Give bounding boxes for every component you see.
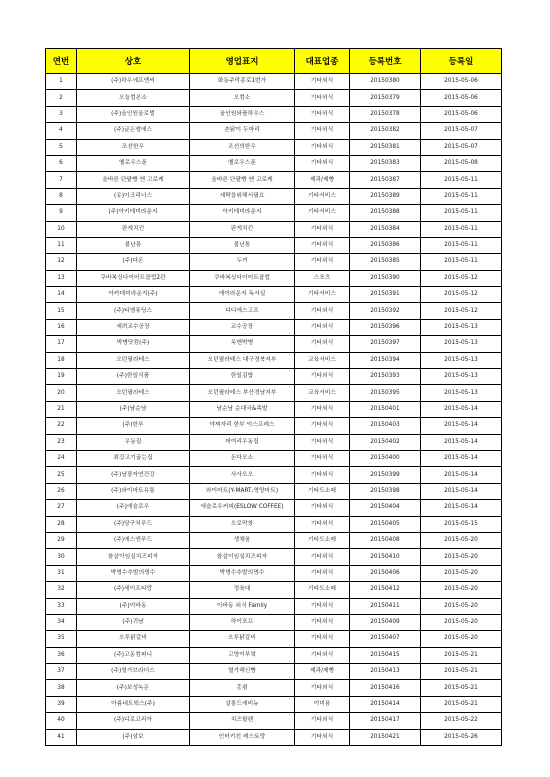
table-row (46, 434, 502, 450)
cell-business-type: 기타외식 (295, 401, 350, 417)
cell-brand-name: 살롱드에비뉴 (190, 696, 295, 712)
cell-brand-name: 한일김밥 (190, 369, 295, 385)
cell-company-name: 아름네트웍스(주) (77, 696, 190, 712)
cell-brand-name: 오로막창 (190, 516, 295, 532)
cell-company-name: 조선한우 (77, 139, 190, 155)
cell-registration-date: 2015-05-11 (421, 221, 502, 237)
table-row (46, 352, 502, 368)
cell-company-name: 쿠바복싱다이어트클럽2관 (77, 270, 190, 286)
cell-company-name: 오투닭갈비 (77, 631, 190, 647)
cell-index: 23 (46, 434, 77, 450)
cell-registration-number: 20150382 (350, 123, 421, 139)
table-row (46, 729, 502, 745)
cell-company-name: (주)에스엔푸드 (77, 532, 190, 548)
cell-company-name: 세려교수공장 (77, 319, 190, 335)
cell-registration-date: 2015-05-11 (421, 188, 502, 204)
cell-company-name: 참살이임실치즈피자 (77, 549, 190, 565)
cell-index: 17 (46, 336, 77, 352)
cell-registration-number: 20150410 (350, 549, 421, 565)
cell-registration-date: 2015-05-14 (421, 450, 502, 466)
cell-index: 6 (46, 155, 77, 171)
cell-brand-name: 돈다오소 (190, 450, 295, 466)
cell-business-type: 기타외식 (295, 336, 350, 352)
cell-registration-date: 2015-05-06 (421, 90, 502, 106)
cell-company-name: (주)남광자연건강 (77, 467, 190, 483)
cell-registration-number: 20150414 (350, 696, 421, 712)
cell-registration-number: 20150396 (350, 319, 421, 335)
cell-company-name: 판게치킨 (77, 221, 190, 237)
cell-index: 8 (46, 188, 77, 204)
cell-business-type: 기타외식 (295, 74, 350, 90)
cell-index: 9 (46, 205, 77, 221)
cell-registration-number: 20150383 (350, 155, 421, 171)
cell-company-name: (주)와이마트유통 (77, 483, 190, 499)
cell-business-type: 기타외식 (295, 614, 350, 630)
cell-registration-date: 2015-05-20 (421, 532, 502, 548)
table-row (46, 450, 502, 466)
cell-index: 15 (46, 303, 77, 319)
cell-business-type: 기타외식 (295, 565, 350, 581)
cell-business-type: 제과/제빵 (295, 172, 350, 188)
cell-registration-date: 2015-05-11 (421, 237, 502, 253)
cell-index: 12 (46, 254, 77, 270)
table-row (46, 221, 502, 237)
cell-business-type: 기타외식 (295, 434, 350, 450)
cell-registration-number: 20150397 (350, 336, 421, 352)
cell-business-type: 기타외식 (295, 155, 350, 171)
cell-registration-date: 2015-05-20 (421, 549, 502, 565)
cell-registration-number: 20150393 (350, 369, 421, 385)
cell-index: 3 (46, 106, 77, 122)
table-row (46, 139, 502, 155)
cell-company-name: 오던필라테스 (77, 385, 190, 401)
cell-index: 20 (46, 385, 77, 401)
cell-registration-number: 20150403 (350, 418, 421, 434)
cell-index: 2 (46, 90, 77, 106)
cell-brand-name: 오던필라테스 대구경북지부 (190, 352, 295, 368)
cell-index: 29 (46, 532, 77, 548)
cell-registration-number: 20150391 (350, 287, 421, 303)
table-row (46, 319, 502, 335)
cell-index: 40 (46, 713, 77, 729)
table-row (46, 680, 502, 696)
cell-index: 41 (46, 729, 77, 745)
cell-brand-name: 에이라운지 독서실 (190, 287, 295, 303)
cell-registration-date: 2015-05-14 (421, 500, 502, 516)
cell-index: 22 (46, 418, 77, 434)
table-body (46, 74, 502, 746)
cell-registration-date: 2015-05-21 (421, 680, 502, 696)
cell-brand-name: 교수공장 (190, 319, 295, 335)
cell-brand-name: 아키데미라운지 (190, 205, 295, 221)
header-company-name: 상호 (77, 49, 190, 74)
cell-registration-date: 2015-05-08 (421, 155, 502, 171)
cell-business-type: 기타외식 (295, 369, 350, 385)
cell-registration-date: 2015-05-11 (421, 205, 502, 221)
cell-brand-name: 하이포프 (190, 614, 295, 630)
cell-index: 10 (46, 221, 77, 237)
cell-company-name: (주)당구치푸드 (77, 516, 190, 532)
cell-registration-date: 2015-05-26 (421, 729, 502, 745)
cell-business-type: 기타외식 (295, 106, 350, 122)
table-row (46, 270, 502, 286)
header-business-type: 대표업종 (295, 49, 350, 74)
table-row (46, 172, 502, 188)
franchise-registry-sheet (45, 48, 501, 746)
table-row (46, 336, 502, 352)
cell-business-type: 기타서비스 (295, 188, 350, 204)
cell-brand-name: 생채움 (190, 532, 295, 548)
cell-business-type: 기타외식 (295, 303, 350, 319)
table-row (46, 188, 502, 204)
table-row (46, 582, 502, 598)
cell-brand-name: 치즈할렌 (190, 713, 295, 729)
table-row (46, 74, 502, 90)
cell-registration-date: 2015-05-12 (421, 270, 502, 286)
cell-company-name: (주)귀남 (77, 614, 190, 630)
cell-brand-name: 정육대 (190, 582, 295, 598)
cell-registration-date: 2015-05-14 (421, 434, 502, 450)
header-brand-name: 영업표지 (190, 49, 295, 74)
table-row (46, 254, 502, 270)
table-row (46, 614, 502, 630)
cell-registration-number: 20150417 (350, 713, 421, 729)
cell-company-name: 오던필라테스 (77, 352, 190, 368)
cell-company-name: (주)이바동 (77, 598, 190, 614)
cell-company-name: (주)한부 (77, 418, 190, 434)
cell-company-name: (주)올인원올로벌 (77, 106, 190, 122)
cell-index: 28 (46, 516, 77, 532)
cell-registration-date: 2015-05-07 (421, 123, 502, 139)
cell-business-type: 기타외식 (295, 237, 350, 253)
cell-registration-number: 20150379 (350, 90, 421, 106)
cell-company-name: (주)열가브라더스 (77, 664, 190, 680)
table-row (46, 565, 502, 581)
cell-business-type: 제과/제빵 (295, 664, 350, 680)
cell-index: 34 (46, 614, 77, 630)
table-row (46, 401, 502, 417)
cell-registration-number: 20150378 (350, 106, 421, 122)
cell-brand-name: 이바동 외식 Family (190, 598, 295, 614)
table-row (46, 106, 502, 122)
cell-registration-number: 20150399 (350, 467, 421, 483)
header-index: 연번 (46, 49, 77, 74)
cell-registration-number: 20150384 (350, 221, 421, 237)
cell-registration-date: 2015-05-20 (421, 614, 502, 630)
cell-registration-number: 20150390 (350, 270, 421, 286)
cell-business-type: 기타서비스 (295, 287, 350, 303)
cell-registration-date: 2015-05-21 (421, 696, 502, 712)
cell-brand-name: 조선의한우 (190, 139, 295, 155)
cell-registration-date: 2015-05-20 (421, 565, 502, 581)
cell-brand-name: 판게치킨 (190, 221, 295, 237)
cell-business-type: 기타외식 (295, 254, 350, 270)
table-row (46, 385, 502, 401)
cell-brand-name: 남순남 순대국&족발 (190, 401, 295, 417)
cell-registration-date: 2015-05-11 (421, 254, 502, 270)
cell-registration-number: 20150400 (350, 450, 421, 466)
cell-registration-number: 20150381 (350, 139, 421, 155)
cell-index: 5 (46, 139, 77, 155)
cell-company-name: (주)고동컴퍼니 (77, 647, 190, 663)
cell-registration-date: 2015-05-21 (421, 664, 502, 680)
cell-index: 30 (46, 549, 77, 565)
cell-business-type: 교육서비스 (295, 352, 350, 368)
cell-index: 33 (46, 598, 77, 614)
cell-registration-date: 2015-05-20 (421, 631, 502, 647)
table-row (46, 205, 502, 221)
header-registration-number: 등록번호 (350, 49, 421, 74)
cell-registration-date: 2015-05-14 (421, 483, 502, 499)
cell-registration-number: 20150389 (350, 188, 421, 204)
cell-registration-number: 20150386 (350, 237, 421, 253)
cell-registration-number: 20150409 (350, 614, 421, 630)
cell-index: 37 (46, 664, 77, 680)
cell-business-type: 기타외식 (295, 549, 350, 565)
cell-index: 18 (46, 352, 77, 368)
cell-business-type: 기타외식 (295, 729, 350, 745)
cell-brand-name: 오컴소 (190, 90, 295, 106)
cell-registration-number: 20150411 (350, 598, 421, 614)
cell-company-name: 불난통 (77, 237, 190, 253)
cell-business-type: 기타외식 (295, 598, 350, 614)
cell-brand-name: 두끼 (190, 254, 295, 270)
cell-registration-date: 2015-05-20 (421, 598, 502, 614)
cell-brand-name: 오던필라테스 부산경남지부 (190, 385, 295, 401)
cell-brand-name: 참살이임실치즈피자 (190, 549, 295, 565)
cell-index: 19 (46, 369, 77, 385)
cell-company-name: (유)이크리너스 (77, 188, 190, 204)
cell-business-type: 기타외식 (295, 516, 350, 532)
cell-registration-number: 20150388 (350, 205, 421, 221)
cell-index: 24 (46, 450, 77, 466)
cell-company-name: 올바른 단팥빵 앤 고로케 (77, 172, 190, 188)
cell-brand-name: 불난통 (190, 237, 295, 253)
cell-business-type: 기타도소매 (295, 532, 350, 548)
cell-business-type: 교육서비스 (295, 385, 350, 401)
cell-company-name: 오늘컴온소 (77, 90, 190, 106)
cell-brand-name: 올인원와플하우스 (190, 106, 295, 122)
cell-company-name: (주)에슬로우 (77, 500, 190, 516)
cell-registration-date: 2015-05-06 (421, 106, 502, 122)
table-row (46, 713, 502, 729)
cell-registration-date: 2015-05-13 (421, 369, 502, 385)
cell-registration-date: 2015-05-14 (421, 418, 502, 434)
cell-index: 31 (46, 565, 77, 581)
cell-registration-date: 2015-05-21 (421, 647, 502, 663)
table-row (46, 549, 502, 565)
cell-brand-name: 에슬로우커피(ESLOW COFFEE) (190, 500, 295, 516)
cell-registration-number: 20150404 (350, 500, 421, 516)
cell-registration-number: 20150405 (350, 516, 421, 532)
table-row (46, 500, 502, 516)
cell-business-type: 기타외식 (295, 631, 350, 647)
cell-index: 36 (46, 647, 77, 663)
cell-business-type: 기타도소매 (295, 483, 350, 499)
cell-business-type: 기타외식 (295, 123, 350, 139)
table-row (46, 664, 502, 680)
cell-company-name: (주)삼보 (77, 729, 190, 745)
cell-index: 11 (46, 237, 77, 253)
cell-business-type: 기타도소매 (295, 582, 350, 598)
cell-company-name: (주)다온 (77, 254, 190, 270)
table-row (46, 532, 502, 548)
cell-company-name: (주)아키데미라운지 (77, 205, 190, 221)
table-row (46, 303, 502, 319)
table-row (46, 516, 502, 532)
cell-company-name: 최강고기굽는집 (77, 450, 190, 466)
registry-table (45, 48, 502, 746)
cell-registration-date: 2015-05-13 (421, 336, 502, 352)
cell-company-name: (주)디로코리아 (77, 713, 190, 729)
table-row (46, 631, 502, 647)
header-registration-date: 등록일 (421, 49, 502, 74)
cell-business-type: 기타외식 (295, 680, 350, 696)
cell-index: 26 (46, 483, 77, 499)
table-row (46, 369, 502, 385)
cell-registration-number: 20150408 (350, 532, 421, 548)
cell-business-type: 기타외식 (295, 713, 350, 729)
cell-registration-date: 2015-05-13 (421, 385, 502, 401)
cell-business-type: 기타외식 (295, 450, 350, 466)
cell-company-name: 우동집 (77, 434, 190, 450)
cell-business-type: 이미용 (295, 696, 350, 712)
cell-index: 21 (46, 401, 77, 417)
cell-index: 38 (46, 680, 77, 696)
cell-business-type: 기타외식 (295, 319, 350, 335)
cell-registration-number: 20150401 (350, 401, 421, 417)
cell-registration-number: 20150413 (350, 664, 421, 680)
cell-company-name: (주)티엠퓨딩스 (77, 303, 190, 319)
cell-registration-date: 2015-05-15 (421, 516, 502, 532)
table-row (46, 647, 502, 663)
cell-registration-number: 20150407 (350, 631, 421, 647)
cell-brand-name: 홍펌 (190, 680, 295, 696)
cell-index: 14 (46, 287, 77, 303)
cell-index: 4 (46, 123, 77, 139)
cell-registration-number: 20150416 (350, 680, 421, 696)
cell-company-name: (주)하우에프앤씨 (77, 74, 190, 90)
cell-registration-number: 20150392 (350, 303, 421, 319)
cell-registration-number: 20150406 (350, 565, 421, 581)
cell-brand-name: 화동주막종로1번가 (190, 74, 295, 90)
cell-business-type: 기타외식 (295, 467, 350, 483)
cell-index: 32 (46, 582, 77, 598)
cell-business-type: 기타서비스 (295, 205, 350, 221)
cell-brand-name: 세탁을위해서필요 (190, 188, 295, 204)
cell-company-name: 옐로우스푼 (77, 155, 190, 171)
cell-company-name: 박병닷컴(주) (77, 336, 190, 352)
table-row (46, 90, 502, 106)
cell-registration-date: 2015-05-06 (421, 74, 502, 90)
cell-brand-name: 올바른 단팥빵 앤 고로케 (190, 172, 295, 188)
cell-registration-date: 2015-05-14 (421, 467, 502, 483)
cell-company-name: (주)보성녹돈 (77, 680, 190, 696)
cell-brand-name: 열가해신빵 (190, 664, 295, 680)
cell-brand-name: 디디에스고프 (190, 303, 295, 319)
cell-registration-number: 20150402 (350, 434, 421, 450)
cell-brand-name: 야찌자리 한부 익스프레스 (190, 418, 295, 434)
cell-business-type: 기타외식 (295, 221, 350, 237)
cell-brand-name: 사사오오 (190, 467, 295, 483)
table-row (46, 237, 502, 253)
table-row (46, 123, 502, 139)
cell-brand-name: 촌닭이 두마리 (190, 123, 295, 139)
cell-registration-number: 20150385 (350, 254, 421, 270)
cell-registration-date: 2015-05-12 (421, 303, 502, 319)
cell-business-type: 기타외식 (295, 139, 350, 155)
table-row (46, 467, 502, 483)
cell-brand-name: 박명수추발의명수 (190, 565, 295, 581)
cell-registration-number: 20150395 (350, 385, 421, 401)
cell-company-name: 박명수추발의명수 (77, 565, 190, 581)
cell-registration-date: 2015-05-20 (421, 582, 502, 598)
cell-brand-name: 와이마트(Y-MART,영양마트) (190, 483, 295, 499)
cell-registration-number: 20150387 (350, 172, 421, 188)
cell-registration-date: 2015-05-13 (421, 352, 502, 368)
cell-brand-name: 쿠바복싱다이어트클럽 (190, 270, 295, 286)
cell-index: 16 (46, 319, 77, 335)
cell-index: 35 (46, 631, 77, 647)
table-row (46, 696, 502, 712)
cell-business-type: 기타외식 (295, 418, 350, 434)
cell-brand-name: 머여리우동집 (190, 434, 295, 450)
header-row (46, 49, 502, 74)
table-row (46, 483, 502, 499)
cell-business-type: 기타외식 (295, 90, 350, 106)
cell-registration-date: 2015-05-07 (421, 139, 502, 155)
cell-brand-name: 옐로우스푼 (190, 155, 295, 171)
cell-registration-number: 20150412 (350, 582, 421, 598)
cell-company-name: 아카데미라운지(주) (77, 287, 190, 303)
cell-registration-number: 20150415 (350, 647, 421, 663)
cell-index: 7 (46, 172, 77, 188)
cell-registration-date: 2015-05-14 (421, 401, 502, 417)
cell-index: 27 (46, 500, 77, 516)
cell-company-name: (주)글든엘에스 (77, 123, 190, 139)
cell-business-type: 스포츠 (295, 270, 350, 286)
cell-brand-name: 인터키친 레스토랑 (190, 729, 295, 745)
cell-index: 1 (46, 74, 77, 90)
table-row (46, 418, 502, 434)
cell-brand-name: 고양이부엌 (190, 647, 295, 663)
cell-brand-name: 옥앤박병 (190, 336, 295, 352)
table-row (46, 287, 502, 303)
cell-registration-date: 2015-05-22 (421, 713, 502, 729)
cell-registration-number: 20150380 (350, 74, 421, 90)
cell-company-name: (주)세이프티랑 (77, 582, 190, 598)
table-row (46, 155, 502, 171)
cell-business-type: 기타외식 (295, 500, 350, 516)
cell-company-name: (주)남순남 (77, 401, 190, 417)
table-row (46, 598, 502, 614)
cell-registration-date: 2015-05-11 (421, 172, 502, 188)
cell-registration-date: 2015-05-13 (421, 319, 502, 335)
cell-index: 39 (46, 696, 77, 712)
cell-business-type: 기타외식 (295, 647, 350, 663)
cell-registration-number: 20150394 (350, 352, 421, 368)
cell-company-name: (주)한일식품 (77, 369, 190, 385)
cell-registration-number: 20150398 (350, 483, 421, 499)
cell-registration-date: 2015-05-12 (421, 287, 502, 303)
cell-registration-number: 20150421 (350, 729, 421, 745)
cell-index: 13 (46, 270, 77, 286)
cell-index: 25 (46, 467, 77, 483)
cell-brand-name: 오투닭갈비 (190, 631, 295, 647)
